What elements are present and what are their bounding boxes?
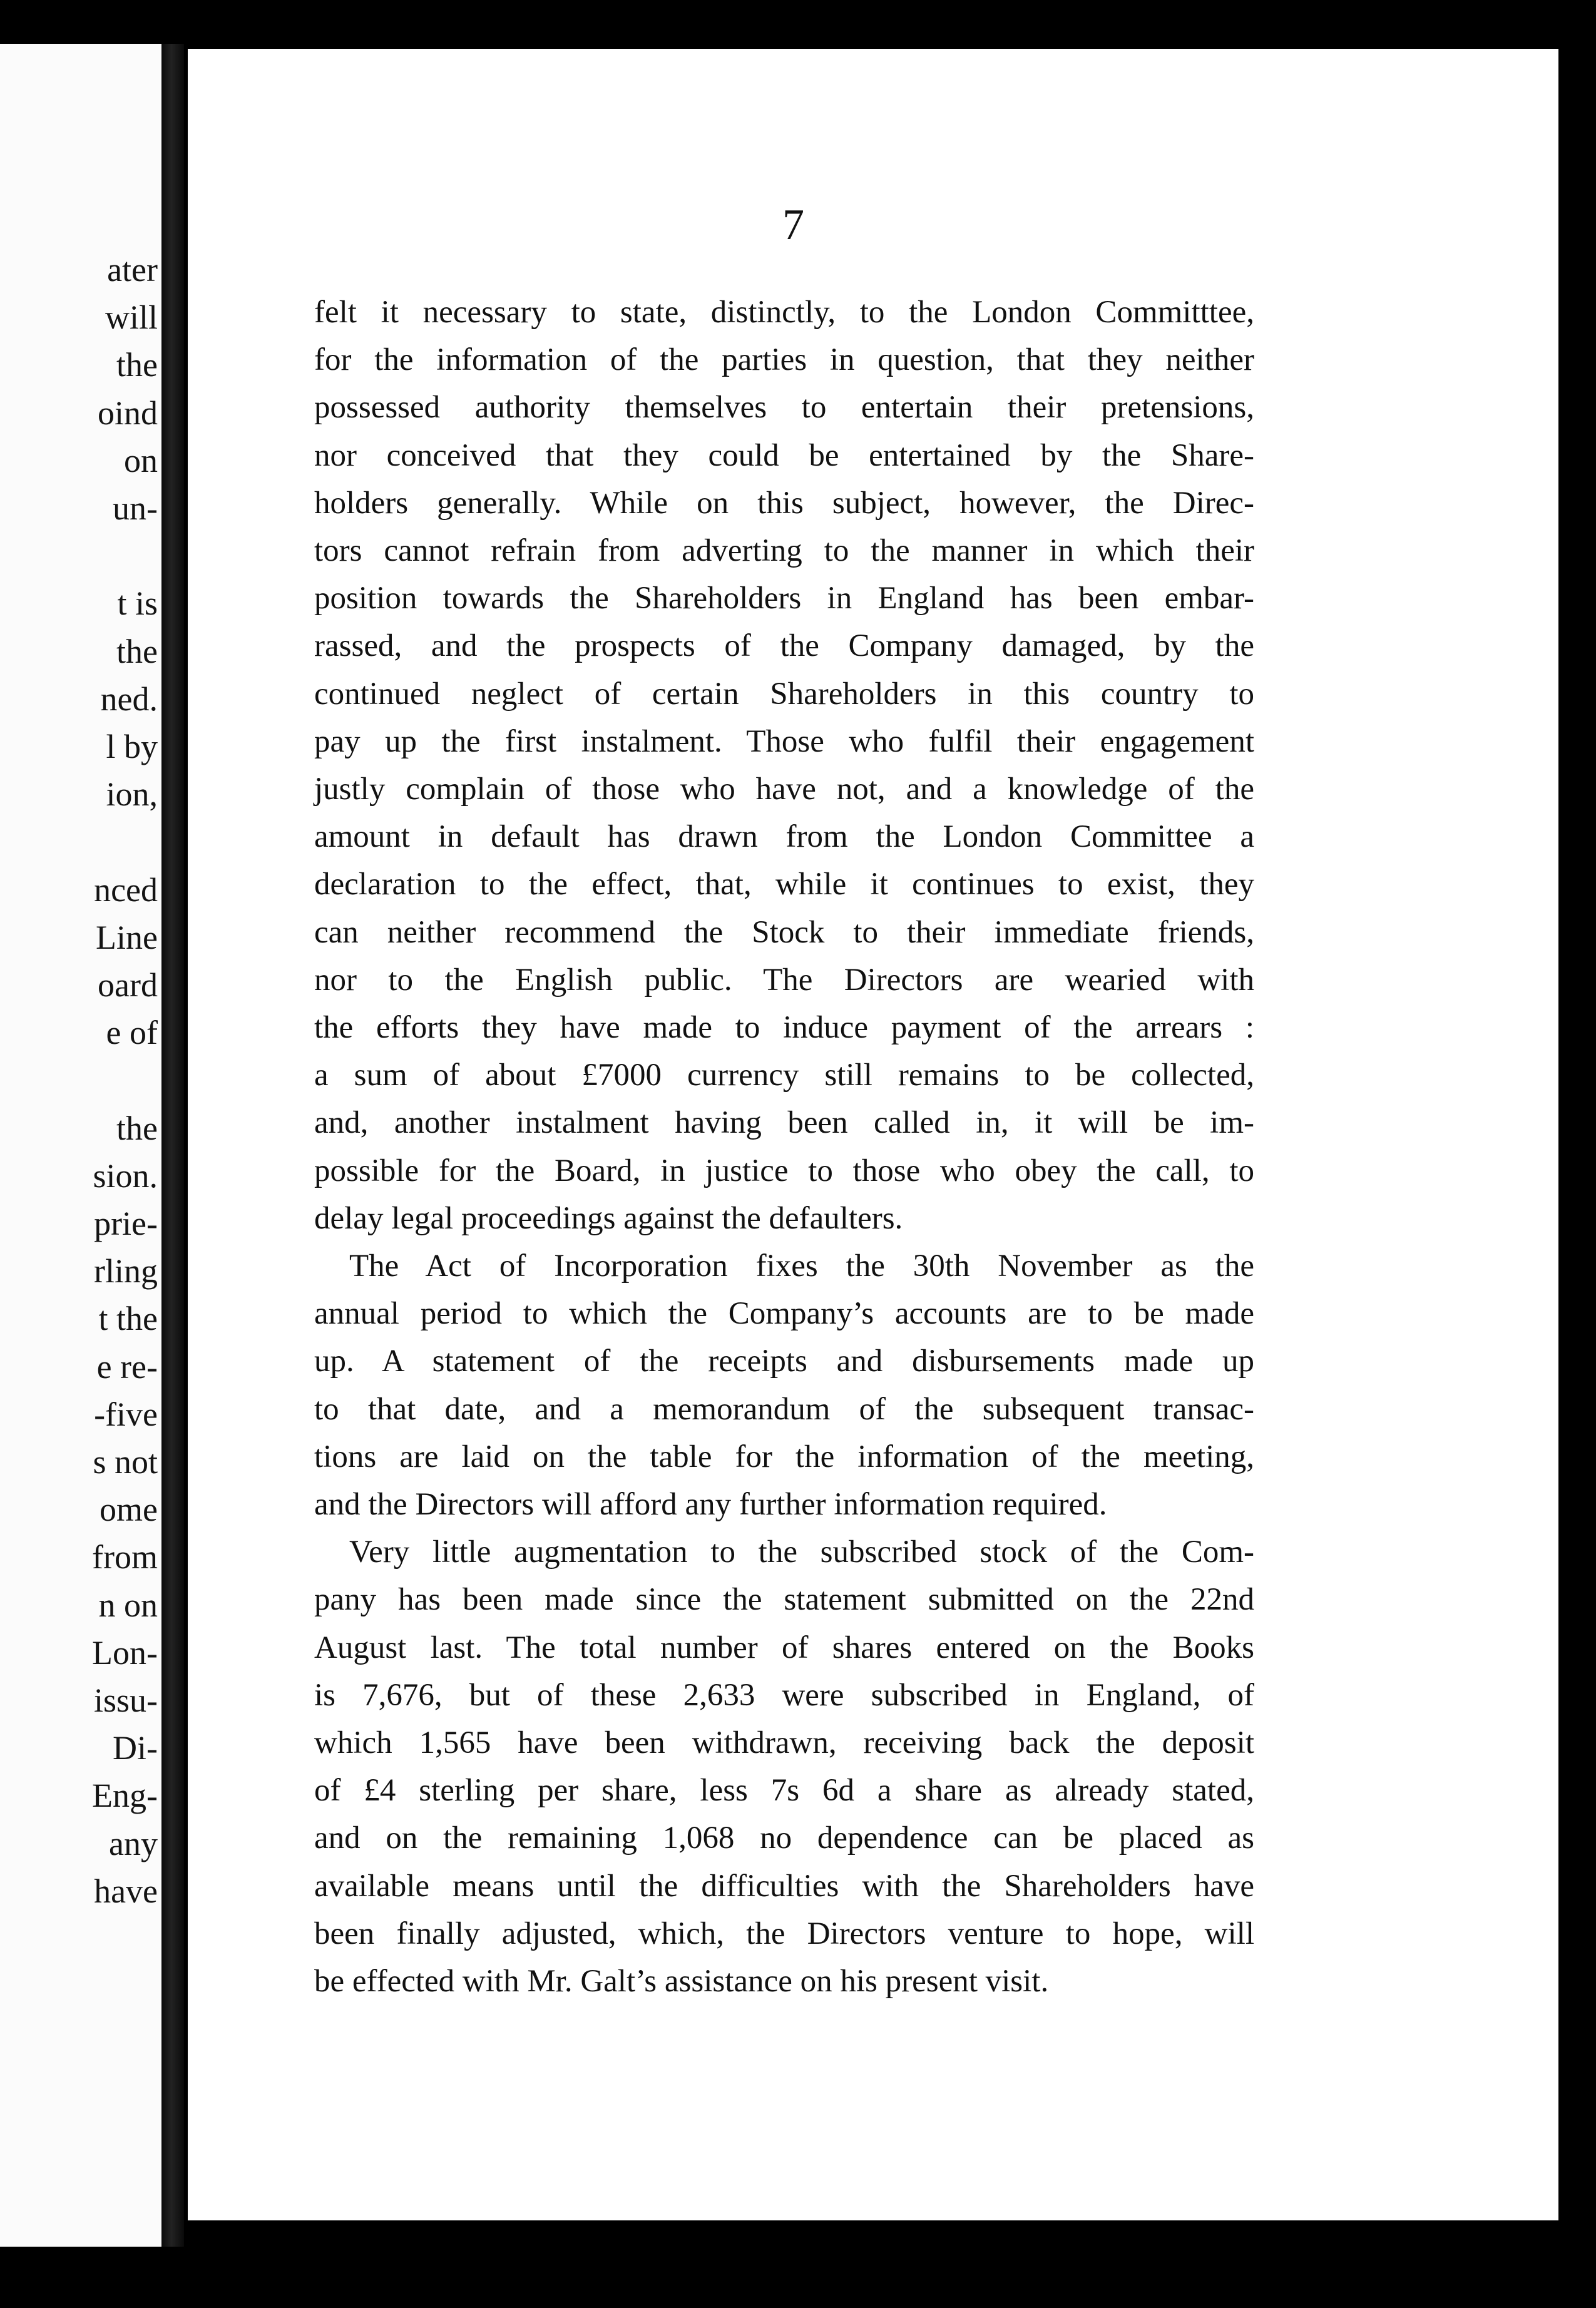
text-line: for the information of the parties in question, that they neither bbox=[314, 342, 1254, 378]
left-page-fragment: prie- bbox=[94, 1205, 158, 1242]
text-line: and on the remaining 1,068 no dependence can be placed as bbox=[314, 1820, 1254, 1856]
text-line: nor conceived that they could be entertained by the Share- bbox=[314, 437, 1254, 473]
text-line: been finally adjusted, which, the Directors venture to hope, will bbox=[314, 1916, 1254, 1951]
text-line: felt it necessary to state, distinctly, to the London Committtee, bbox=[314, 295, 1254, 330]
text-line: and the Directors will afford any further information required. bbox=[314, 1487, 1107, 1522]
text-line: Very little augmentation to the subscribed stock of the Com- bbox=[349, 1534, 1254, 1570]
text-line: tions are laid on the table for the information of the meeting, bbox=[314, 1439, 1254, 1474]
left-page-fragment: the bbox=[116, 346, 158, 384]
page-number: 7 bbox=[782, 201, 804, 249]
left-page-fragment: ned. bbox=[100, 680, 158, 718]
text-line: declaration to the effect, that, while it continues to exist, they bbox=[314, 867, 1254, 902]
left-page-fragment: ion, bbox=[106, 775, 158, 814]
left-page-fragment: sion. bbox=[93, 1157, 158, 1195]
text-line: possible for the Board, in justice to those who obey the call, to bbox=[314, 1153, 1254, 1188]
left-page-fragment: t is bbox=[117, 585, 158, 623]
text-line: holders generally. While on this subject, however, the Direc- bbox=[314, 485, 1254, 521]
text-line: position towards the Shareholders in England has been embar- bbox=[314, 581, 1254, 616]
text-line: The Act of Incorporation fixes the 30th November as the bbox=[349, 1248, 1254, 1284]
text-line: be effected with Mr. Galt’s assistance on his present visit. bbox=[314, 1964, 1049, 1999]
left-page-fragment: have bbox=[94, 1872, 158, 1910]
left-page-fragment: oard bbox=[98, 966, 158, 1004]
text-line: is 7,676, but of these 2,633 were subscribed in England, of bbox=[314, 1677, 1254, 1713]
text-line: of £4 sterling per share, less 7s 6d a share as already stated, bbox=[314, 1773, 1254, 1809]
left-page-fragment: ater bbox=[107, 251, 158, 288]
text-line: and, another instalment having been called in, it will be im- bbox=[314, 1105, 1254, 1141]
left-page-fragment: the bbox=[116, 632, 158, 670]
left-page-fragment: will bbox=[105, 299, 158, 337]
text-line: pany has been made since the statement submitted on the 22nd bbox=[314, 1582, 1254, 1618]
left-page-fragment: the bbox=[116, 1109, 158, 1147]
left-page-fragment: nced bbox=[94, 871, 158, 909]
text-line: August last. The total number of shares entered on the Books bbox=[314, 1630, 1254, 1665]
text-line: justly complain of those who have not, and a knowledge of the bbox=[314, 772, 1254, 807]
left-page-fragment: Lon- bbox=[92, 1633, 158, 1672]
text-line: tors cannot refrain from adverting to the manner in which their bbox=[314, 533, 1254, 568]
left-page-fragment: un- bbox=[113, 489, 158, 527]
left-page-fragment: ome bbox=[100, 1491, 158, 1529]
text-line: up. A statement of the receipts and disbursements made up bbox=[314, 1344, 1254, 1379]
left-page-fragment: l by bbox=[106, 728, 158, 765]
text-line: nor to the English public. The Directors are wearied with bbox=[314, 962, 1254, 998]
left-page-fragment: Line bbox=[96, 918, 158, 956]
text-line: possessed authority themselves to entertain their pretensions, bbox=[314, 390, 1254, 426]
left-page-fragment: n on bbox=[98, 1586, 158, 1624]
left-page-fragment: any bbox=[109, 1824, 158, 1862]
left-page-fragment: s not bbox=[93, 1443, 158, 1481]
text-line: annual period to which the Company’s accounts are to be made bbox=[314, 1296, 1254, 1332]
text-line: rassed, and the prospects of the Company damaged, by the bbox=[314, 628, 1254, 664]
text-line: can neither recommend the Stock to their immediate friends, bbox=[314, 914, 1254, 950]
text-line: pay up the first instalment. Those who fulfil their engagement bbox=[314, 723, 1254, 759]
text-line: available means until the difficulties with the Shareholders have bbox=[314, 1868, 1254, 1904]
book-gutter bbox=[161, 44, 184, 2247]
left-page-fragment: oind bbox=[97, 394, 158, 432]
left-page-fragment: on bbox=[124, 441, 158, 479]
left-facing-page bbox=[0, 44, 161, 2247]
left-page-fragment: e re- bbox=[96, 1347, 158, 1386]
text-line: to that date, and a memorandum of the subsequent transac- bbox=[314, 1391, 1254, 1427]
text-line: continued neglect of certain Shareholders in this country to bbox=[314, 676, 1254, 712]
left-page-fragment: Di- bbox=[113, 1729, 158, 1767]
text-line: the efforts they have made to induce payment of the arrears : bbox=[314, 1010, 1254, 1045]
left-page-fragment: e of bbox=[106, 1014, 158, 1052]
left-page-fragment: rling bbox=[94, 1252, 158, 1290]
left-page-fragment: issu- bbox=[93, 1682, 158, 1719]
text-line: a sum of about £7000 currency still remains to be collected, bbox=[314, 1058, 1254, 1093]
left-page-fragment: -five bbox=[94, 1395, 158, 1433]
left-page-fragment: Eng- bbox=[92, 1777, 158, 1815]
text-line: amount in default has drawn from the London Committee a bbox=[314, 819, 1254, 855]
left-page-fragment: from bbox=[92, 1538, 158, 1576]
text-line: which 1,565 have been withdrawn, receiving back the deposit bbox=[314, 1725, 1254, 1760]
left-page-fragment: t the bbox=[98, 1300, 158, 1338]
text-line: delay legal proceedings against the defaulters. bbox=[314, 1200, 903, 1236]
